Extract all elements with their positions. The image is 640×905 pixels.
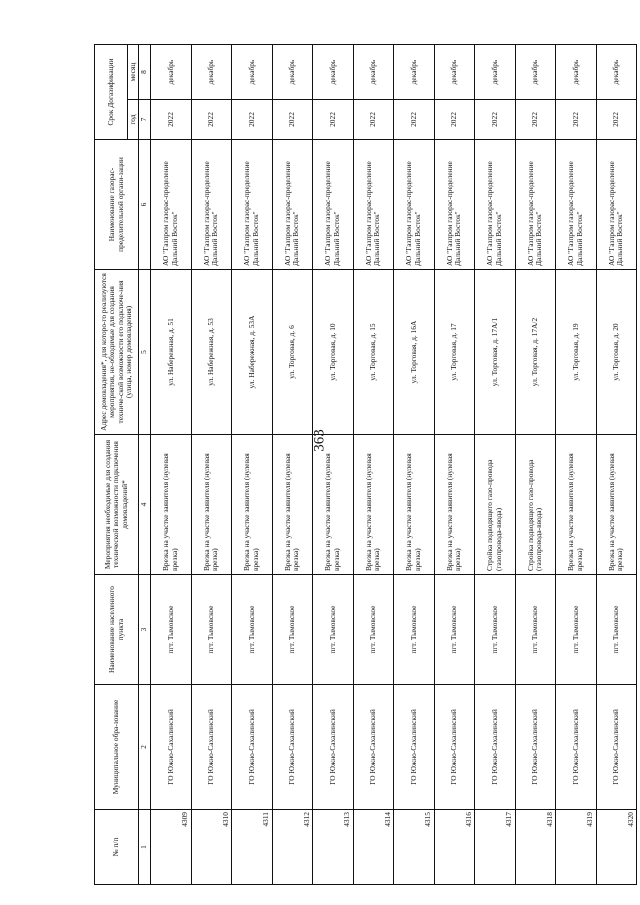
municipality-cell: ГО Южно-Сахалинский <box>232 685 273 810</box>
measure-cell: Врезка на участке заявителя (нулевая врезка) <box>353 435 394 575</box>
organization-cell: АО "Газпром газорас-пределение Дальний Восток" <box>272 140 313 270</box>
measure-cell: Врезка на участке заявителя (нулевая врезка) <box>556 435 597 575</box>
month-cell: декабрь <box>151 45 192 100</box>
settlement-cell: пгт. Тымовское <box>394 575 435 685</box>
year-cell: 2022 <box>475 100 516 140</box>
settlement-cell: пгт. Тымовское <box>475 575 516 685</box>
row-number: 4309 <box>151 810 192 885</box>
header-address: Адрес домовладения*, для которо-го реализуются мероприятия, не-обходимые для создания техниче-ской возможности его подключе-ния (улица, номер домовладения) <box>95 270 139 435</box>
month-cell: декабрь <box>191 45 232 100</box>
header-settlement: Наименование населенного пункта <box>95 575 139 685</box>
row-number: 4316 <box>434 810 475 885</box>
row-number: 4320 <box>596 810 637 885</box>
header-month: месяц <box>128 45 139 100</box>
settlement-cell: пгт. Тымовское <box>151 575 192 685</box>
municipality-cell: ГО Южно-Сахалинский <box>434 685 475 810</box>
organization-cell: АО "Газпром газорас-пределение Дальний Восток" <box>556 140 597 270</box>
gasification-table <box>94 44 637 885</box>
municipality-cell: ГО Южно-Сахалинский <box>272 685 313 810</box>
table-row <box>434 45 475 885</box>
measure-cell: Стройка подводящего газо-провода (газопровода-ввода) <box>515 435 556 575</box>
table-row <box>191 45 232 885</box>
row-number: 4319 <box>556 810 597 885</box>
municipality-cell: ГО Южно-Сахалинский <box>151 685 192 810</box>
organization-cell: АО "Газпром газорас-пределение Дальний Восток" <box>232 140 273 270</box>
settlement-cell: пгт. Тымовское <box>596 575 637 685</box>
measure-cell: Врезка на участке заявителя (нулевая врезка) <box>394 435 435 575</box>
header-organization: Наименование газорас-пределительной органи-зации <box>95 140 139 270</box>
address-cell: ул. Торговая, д. 19 <box>556 270 597 435</box>
month-cell: декабрь <box>232 45 273 100</box>
table-row <box>353 45 394 885</box>
organization-cell: АО "Газпром газорас-пределение Дальний Восток" <box>151 140 192 270</box>
settlement-cell: пгт. Тымовское <box>556 575 597 685</box>
row-number: 4317 <box>475 810 516 885</box>
header-num: № п/п <box>95 810 139 885</box>
table-row <box>596 45 637 885</box>
year-cell: 2022 <box>434 100 475 140</box>
municipality-cell: ГО Южно-Сахалинский <box>313 685 354 810</box>
settlement-cell: пгт. Тымовское <box>191 575 232 685</box>
month-cell: декабрь <box>556 45 597 100</box>
row-number: 4310 <box>191 810 232 885</box>
page-number: 363 <box>311 429 328 452</box>
table-body <box>151 45 637 885</box>
organization-cell: АО "Газпром газорас-пределение Дальний Восток" <box>475 140 516 270</box>
column-number: 8 <box>139 45 151 100</box>
year-cell: 2022 <box>191 100 232 140</box>
address-cell: ул. Набережная, д. 53А <box>232 270 273 435</box>
settlement-cell: пгт. Тымовское <box>353 575 394 685</box>
measure-cell: Врезка на участке заявителя (нулевая врезка) <box>191 435 232 575</box>
column-number: 5 <box>139 270 151 435</box>
organization-cell: АО "Газпром газорас-пределение Дальний Восток" <box>394 140 435 270</box>
year-cell: 2022 <box>232 100 273 140</box>
municipality-cell: ГО Южно-Сахалинский <box>515 685 556 810</box>
table-row <box>272 45 313 885</box>
address-cell: ул. Торговая, д. 17А/2 <box>515 270 556 435</box>
address-cell: ул. Торговая, д. 16А <box>394 270 435 435</box>
row-number: 4312 <box>272 810 313 885</box>
organization-cell: АО "Газпром газорас-пределение Дальний Восток" <box>353 140 394 270</box>
year-cell: 2022 <box>515 100 556 140</box>
municipality-cell: ГО Южно-Сахалинский <box>475 685 516 810</box>
organization-cell: АО "Газпром газорас-пределение Дальний Восток" <box>434 140 475 270</box>
measure-cell: Врезка на участке заявителя (нулевая врезка) <box>313 435 354 575</box>
measure-cell: Врезка на участке заявителя (нулевая врезка) <box>232 435 273 575</box>
address-cell: ул. Торговая, д. 17А/1 <box>475 270 516 435</box>
month-cell: декабрь <box>475 45 516 100</box>
header-row <box>95 45 128 885</box>
year-cell: 2022 <box>151 100 192 140</box>
month-cell: декабрь <box>394 45 435 100</box>
table-row <box>394 45 435 885</box>
settlement-cell: пгт. Тымовское <box>313 575 354 685</box>
municipality-cell: ГО Южно-Сахалинский <box>353 685 394 810</box>
column-number-row <box>139 45 151 885</box>
month-cell: декабрь <box>272 45 313 100</box>
address-cell: ул. Набережная, д. 53 <box>191 270 232 435</box>
measure-cell: Врезка на участке заявителя (нулевая врезка) <box>272 435 313 575</box>
column-number: 2 <box>139 685 151 810</box>
organization-cell: АО "Газпром газорас-пределение Дальний Восток" <box>191 140 232 270</box>
table-row <box>475 45 516 885</box>
row-number: 4311 <box>232 810 273 885</box>
organization-cell: АО "Газпром газорас-пределение Дальний Восток" <box>596 140 637 270</box>
row-number: 4313 <box>313 810 354 885</box>
table-row <box>151 45 192 885</box>
year-cell: 2022 <box>556 100 597 140</box>
month-cell: декабрь <box>515 45 556 100</box>
measure-cell: Врезка на участке заявителя (нулевая врезка) <box>151 435 192 575</box>
municipality-cell: ГО Южно-Сахалинский <box>191 685 232 810</box>
row-number: 4318 <box>515 810 556 885</box>
header-municipality: Муниципальное обра-зование <box>95 685 139 810</box>
organization-cell: АО "Газпром газорас-пределение Дальний Восток" <box>313 140 354 270</box>
year-cell: 2022 <box>313 100 354 140</box>
month-cell: декабрь <box>596 45 637 100</box>
rotated-table-container <box>94 45 635 885</box>
month-cell: декабрь <box>353 45 394 100</box>
column-number: 6 <box>139 140 151 270</box>
year-cell: 2022 <box>394 100 435 140</box>
month-cell: декабрь <box>313 45 354 100</box>
organization-cell: АО "Газпром газорас-пределение Дальний Восток" <box>515 140 556 270</box>
row-number: 4314 <box>353 810 394 885</box>
header-measures: Мероприятия необходимые для создания технической возможности подключения домовладений* <box>95 435 139 575</box>
column-number: 3 <box>139 575 151 685</box>
table-row <box>556 45 597 885</box>
settlement-cell: пгт. Тымовское <box>272 575 313 685</box>
header-year: год <box>128 100 139 140</box>
table-row <box>232 45 273 885</box>
column-number: 1 <box>139 810 151 885</box>
table-row <box>515 45 556 885</box>
municipality-cell: ГО Южно-Сахалинский <box>556 685 597 810</box>
settlement-cell: пгт. Тымовское <box>515 575 556 685</box>
year-cell: 2022 <box>596 100 637 140</box>
header-deadline: Срок Догазификации <box>95 45 128 140</box>
column-number: 4 <box>139 435 151 575</box>
measure-cell: Врезка на участке заявителя (нулевая врезка) <box>434 435 475 575</box>
row-number: 4315 <box>394 810 435 885</box>
address-cell: ул. Торговая, д. 10 <box>313 270 354 435</box>
address-cell: ул. Торговая, д. 20 <box>596 270 637 435</box>
address-cell: ул. Торговая, д. 17 <box>434 270 475 435</box>
column-number: 7 <box>139 100 151 140</box>
measure-cell: Врезка на участке заявителя (нулевая врезка) <box>596 435 637 575</box>
year-cell: 2022 <box>353 100 394 140</box>
address-cell: ул. Набережная, д. 51 <box>151 270 192 435</box>
settlement-cell: пгт. Тымовское <box>232 575 273 685</box>
measure-cell: Стройка подводящего газо-провода (газопровода-ввода) <box>475 435 516 575</box>
municipality-cell: ГО Южно-Сахалинский <box>394 685 435 810</box>
address-cell: ул. Торговая, д. 6 <box>272 270 313 435</box>
address-cell: ул. Торговая, д. 15 <box>353 270 394 435</box>
municipality-cell: ГО Южно-Сахалинский <box>596 685 637 810</box>
settlement-cell: пгт. Тымовское <box>434 575 475 685</box>
month-cell: декабрь <box>434 45 475 100</box>
table-row <box>313 45 354 885</box>
year-cell: 2022 <box>272 100 313 140</box>
